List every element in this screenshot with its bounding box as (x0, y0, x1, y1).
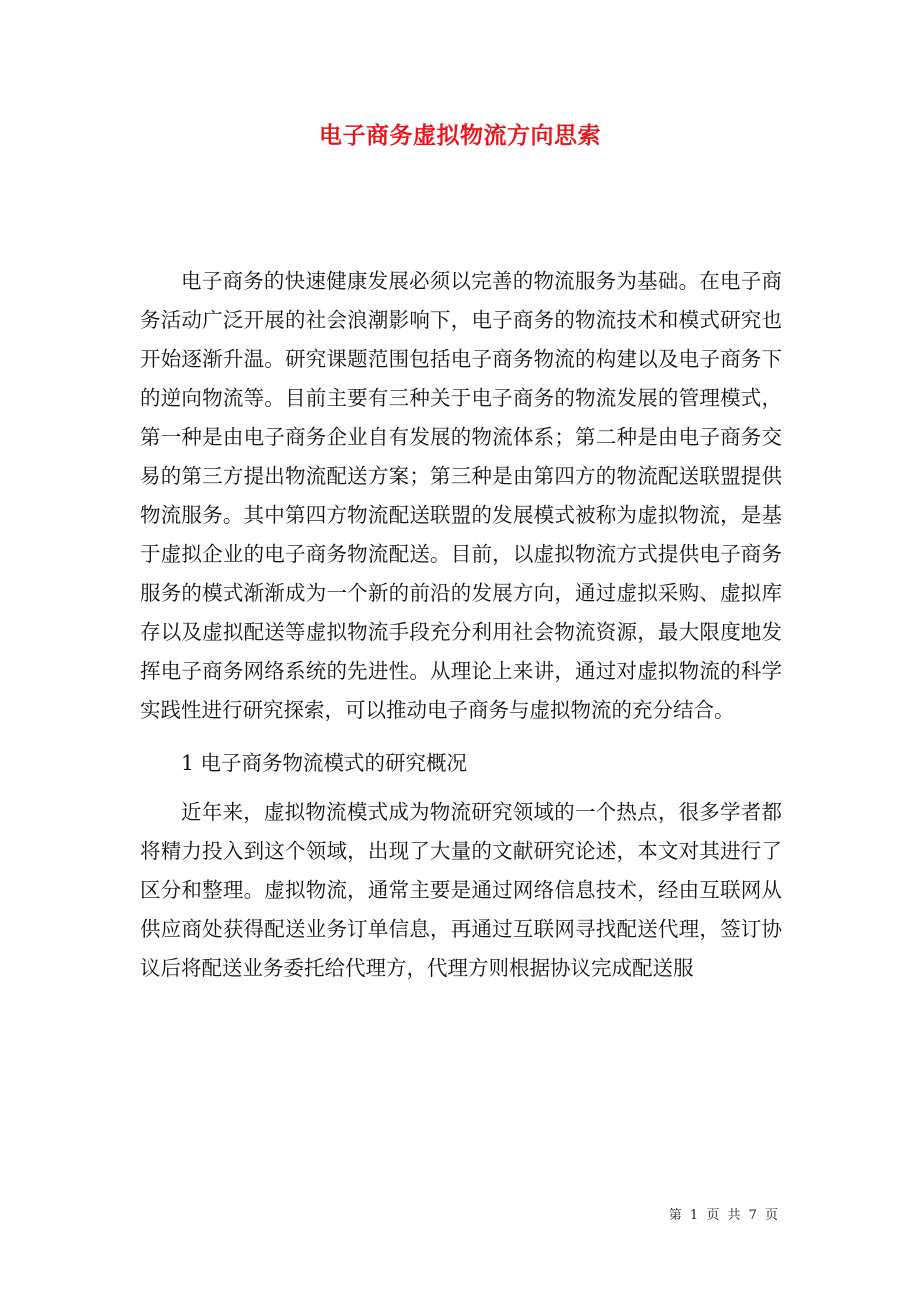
document-body (140, 262, 782, 1002)
document-title: 电子商务虚拟物流方向思索 (319, 122, 601, 149)
section-heading: 1 电子商务物流模式的研究概况 (181, 751, 468, 775)
paragraph-intro: 电子商务的快速健康发展必须以完善的物流服务为基础。在电子商务活动广泛开展的社会浪潮影响下，电子商务的物流技术和模式研究也开始逐渐升温。研究课题范围包括电子商务物流的构建以及电子商务下的逆向物流等。目前主要有三种关于电子商务的物流发展的管理模式，第一种是由电子商务企业自有发展的物流体系；第二种是由电子商务交易的第三方提出物流配送方案；第三种是由第四方的物流配送联盟提供物流服务。其中第四方物流配送联盟的发展模式被称为虚拟物流，是基于虚拟企业的电子商务物流配送。目前，以虚拟物流方式提供电子商务服务的模式渐渐成为一个新的前沿的发展方向，通过虚拟采购、虚拟库存以及虚拟配送等虚拟物流手段充分利用社会物流资源，最大限度地发挥电子商务网络系统的先进性。从理论上来讲，通过对虚拟物流的科学实践性进行研究探索，可以推动电子商务与虚拟物流的充分结合。 (140, 269, 782, 722)
page-number: 第 1 页 共 7 页 (668, 1208, 780, 1223)
paragraph-section-1: 近年来，虚拟物流模式成为物流研究领域的一个热点，很多学者都将精力投入到这个领域，出现了大量的文献研究论述，本文对其进行了区分和整理。虚拟物流，通常主要是通过网络信息技术，经由互联网从供应商处获得配送业务订单信息，再通过互联网寻找配送代理，签订协议后将配送业务委托给代理方，代理方则根据协议完成配送服 (140, 800, 782, 980)
